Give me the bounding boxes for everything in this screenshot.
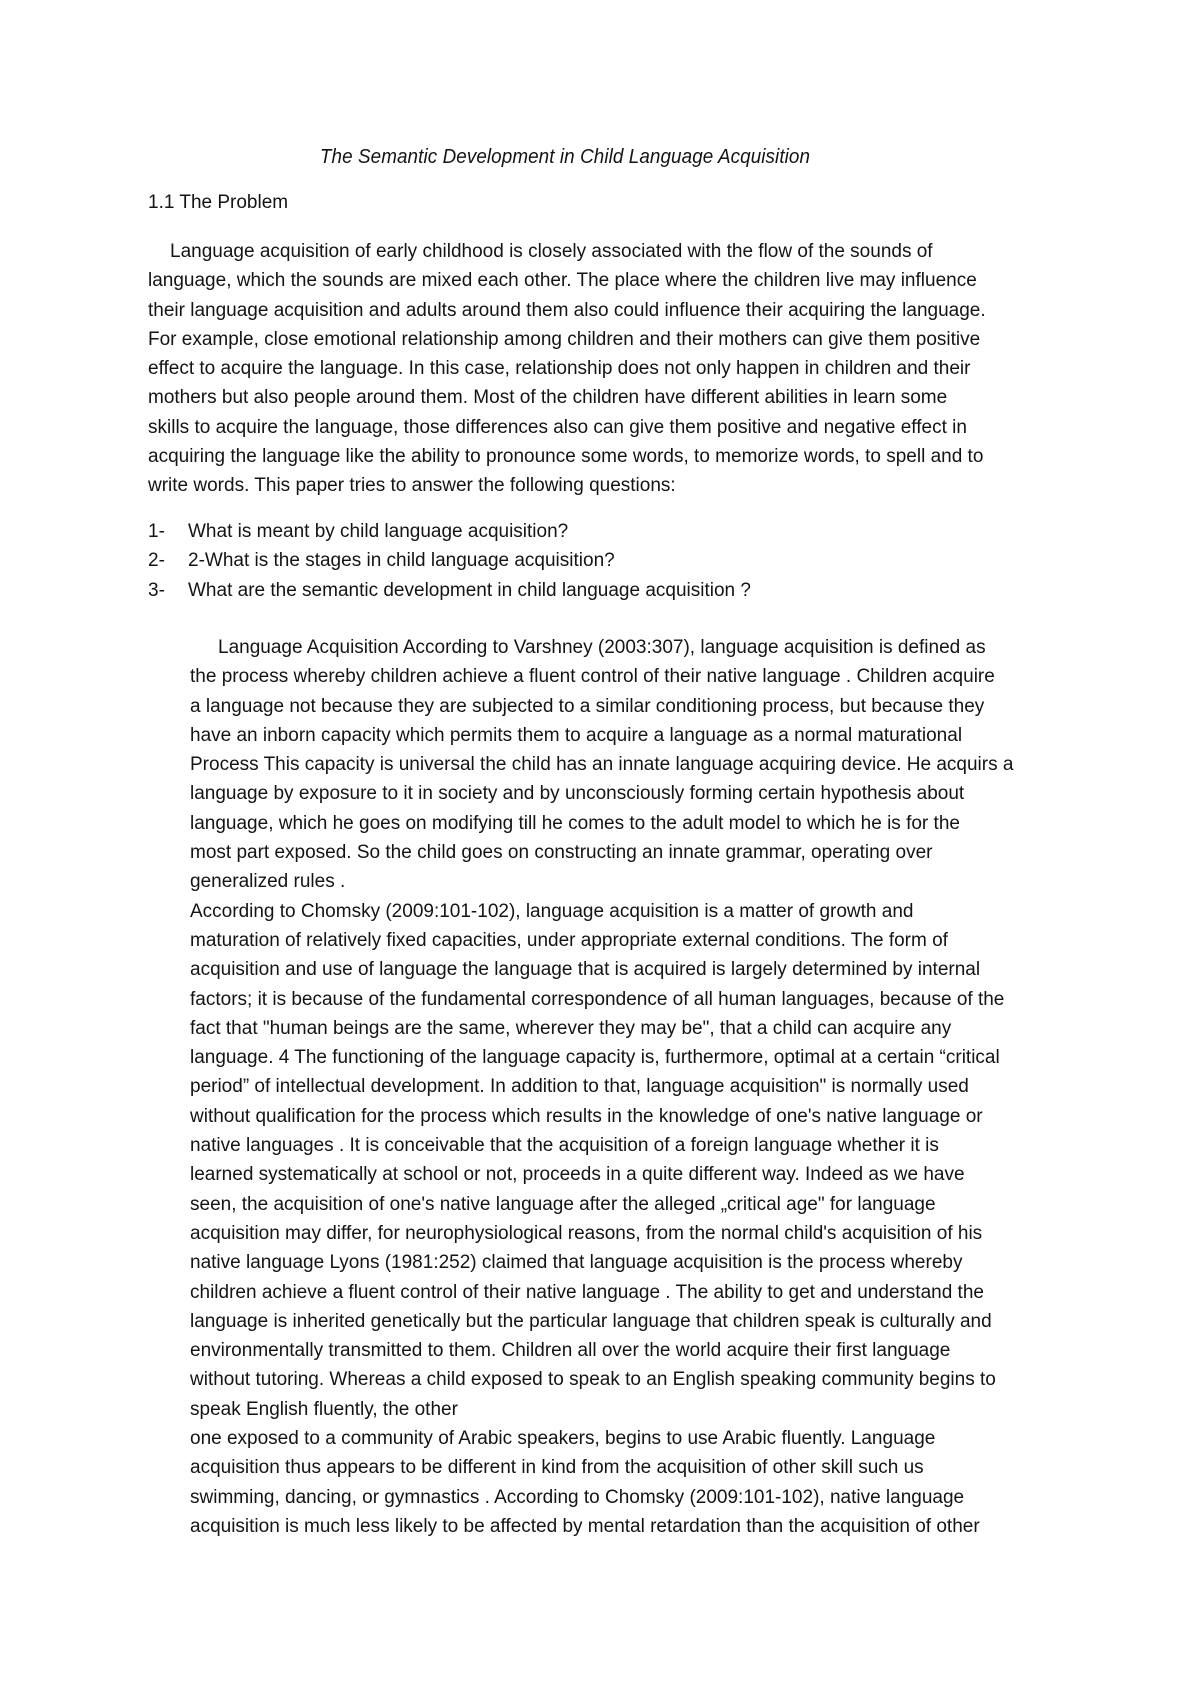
document-title: The Semantic Development in Child Language Acquisition: [319, 146, 811, 168]
question-item: [148, 576, 751, 605]
paragraph-line: one exposed to a community of Arabic speakers, begins to use Arabic fluently. Language: [190, 1428, 936, 1450]
paragraph-line: children achieve a fluent control of their native language . The ability to get and understand the: [190, 1281, 984, 1303]
paragraph-line: acquisition is much less likely to be affected by mental retardation than the acquisition of other: [190, 1515, 980, 1537]
paragraph-line: language by exposure to it in society and by unconsciously forming certain hypothesis about: [190, 783, 965, 805]
question-text: 2-What is the stages in child language acquisition?: [188, 550, 615, 572]
paragraph-line: fact that "human beings are the same, wherever they may be", that a child can acquire any: [190, 1017, 952, 1039]
question-text: What are the semantic development in child language acquisition ?: [188, 579, 751, 601]
section-heading: 1.1 The Problem: [148, 192, 289, 213]
paragraph-line: acquiring the language like the ability to pronounce some words, to memorize words, to spell and to: [148, 446, 984, 468]
paragraph-acquisition: [190, 633, 1013, 1541]
paragraph-line: Language acquisition of early childhood is closely associated with the flow of the sounds of: [170, 241, 933, 262]
paragraph-line: acquisition and use of language the language that is acquired is largely determined by internal: [190, 959, 981, 981]
paragraph-line: learned systematically at school or not, proceeds in a quite different way. Indeed as we have: [190, 1164, 965, 1186]
paragraph-line: Process This capacity is universal the child has an innate language acquiring device. He acquirs a: [190, 754, 1014, 776]
paragraph-line: mothers but also people around them. Most of the children have different abilities in learn some: [148, 387, 948, 409]
question-item: [148, 517, 751, 546]
question-number: 2-: [148, 550, 165, 572]
paragraph-line: skills to acquire the language, those differences also can give them positive and negative effect in: [148, 416, 967, 438]
paragraph-line: language. 4 The functioning of the language capacity is, furthermore, optimal at a certain “critical: [190, 1047, 1000, 1069]
paragraph-line: According to Chomsky (2009:101-102), language acquisition is a matter of growth and: [190, 900, 914, 922]
paragraph-line: native languages . It is conceivable that the acquisition of a foreign language whether it is: [190, 1135, 939, 1157]
paragraph-line: a language not because they are subjected to a similar conditioning process, but because they: [190, 695, 985, 717]
paragraph-line: maturation of relatively fixed capacities, under appropriate external conditions. The form of: [190, 929, 948, 951]
paragraph-line: generalized rules .: [190, 871, 346, 893]
paragraph-line: For example, close emotional relationship among children and their mothers can give them positive: [148, 328, 981, 350]
paragraph-line: language, which the sounds are mixed each other. The place where the children live may influence: [148, 270, 977, 292]
question-item: [148, 546, 751, 575]
question-number: 1-: [148, 521, 165, 542]
paragraph-line: write words. This paper tries to answer the following questions:: [148, 475, 676, 497]
paragraph-line: their language acquisition and adults around them also could influence their acquiring the language.: [148, 299, 986, 321]
paragraph-line: factors; it is because of the fundamental correspondence of all human languages, because of the: [190, 988, 1005, 1010]
paragraph-line: swimming, dancing, or gymnastics . According to Chomsky (2009:101-102), native language: [190, 1486, 965, 1508]
paragraph-line: language, which he goes on modifying till he comes to the adult model to which he is for the: [190, 812, 960, 834]
paragraph-line: acquisition thus appears to be different in kind from the acquisition of other skill such us: [190, 1457, 924, 1479]
paragraph-line: Language Acquisition According to Varshney (2003:307), language acquisition is defined as: [218, 637, 986, 658]
paragraph-line: language is inherited genetically but the particular language that children speak is culturally and: [190, 1310, 992, 1332]
paragraph-line: most part exposed. So the child goes on constructing an innate grammar, operating over: [190, 842, 933, 864]
paragraph-line: seen, the acquisition of one's native language after the alleged „critical age" for language: [190, 1193, 936, 1215]
paragraph-line: effect to acquire the language. In this case, relationship does not only happen in children and their: [148, 358, 971, 380]
paragraph-line: period” of intellectual development. In addition to that, language acquisition" is normally used: [190, 1076, 969, 1098]
question-number: 3-: [148, 579, 165, 601]
paragraph-line: environmentally transmitted to them. Children all over the world acquire their first language: [190, 1340, 951, 1362]
question-text: What is meant by child language acquisition?: [188, 521, 569, 542]
paragraph-line: have an inborn capacity which permits them to acquire a language as a normal maturational: [190, 724, 963, 746]
paragraph-line: without qualification for the process which results in the knowledge of one's native language or: [190, 1105, 983, 1127]
questions-list: [148, 517, 751, 605]
paragraph-line: without tutoring. Whereas a child exposed to speak to an English speaking community begins to: [190, 1369, 996, 1391]
paragraph-problem: [148, 237, 986, 501]
paragraph-line: the process whereby children achieve a fluent control of their native language . Children acquire: [190, 666, 995, 688]
paragraph-line: speak English fluently, the other: [190, 1398, 458, 1420]
paragraph-line: native language Lyons (1981:252) claimed that language acquisition is the process whereby: [190, 1252, 963, 1274]
paragraph-line: acquisition may differ, for neurophysiological reasons, from the normal child's acquisition of his: [190, 1222, 983, 1244]
